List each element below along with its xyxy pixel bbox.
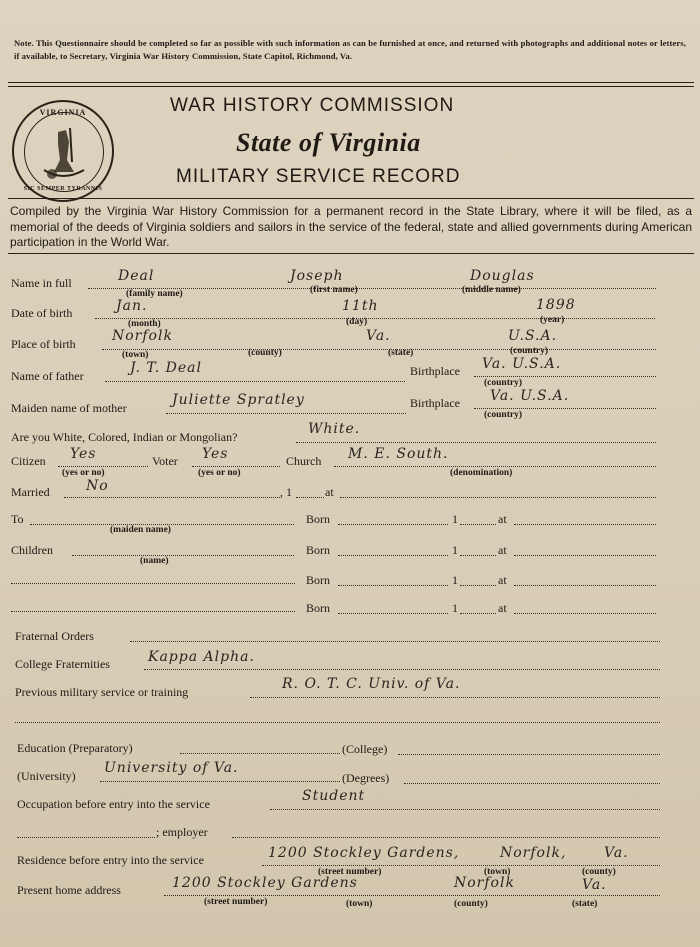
- maiden-name-caption: (maiden name): [110, 525, 171, 535]
- mother-birthplace-line: [474, 408, 656, 409]
- father-country-caption: (country): [484, 378, 522, 388]
- married-year-line: [296, 497, 324, 498]
- voter-label: Voter: [152, 454, 178, 468]
- child1-place-line: [514, 555, 656, 556]
- birth-day-value[interactable]: 11th: [342, 298, 379, 314]
- pob-line: [102, 349, 656, 350]
- virginia-seal-icon: [12, 100, 114, 202]
- spouse-born-line: [338, 524, 448, 525]
- fraternal-label: Fraternal Orders: [15, 629, 94, 643]
- child2-born-label: Born: [306, 573, 330, 587]
- residence-street-value[interactable]: 1200 Stockley Gardens,: [268, 845, 460, 861]
- spouse-at-label: at: [498, 512, 507, 526]
- year-caption: (year): [540, 315, 565, 325]
- education-prep-label: Education (Preparatory): [17, 741, 133, 755]
- employer-line: [232, 837, 660, 838]
- spouse-year-line: [460, 524, 496, 525]
- previous-military-line-2: [15, 722, 660, 723]
- married-value[interactable]: No: [86, 478, 109, 494]
- seal-top-text: VIRGINIA: [39, 108, 87, 117]
- home-town-value[interactable]: Norfolk: [454, 875, 515, 891]
- home-state-value[interactable]: Va.: [582, 877, 607, 893]
- married-place-line: [340, 497, 656, 498]
- mother-name-value[interactable]: Juliette Spratley: [172, 392, 305, 408]
- child2-line: [11, 583, 295, 584]
- residence-town-value[interactable]: Norfolk,: [500, 845, 567, 861]
- fraternal-line: [130, 641, 660, 642]
- residence-label: Residence before entry into the service: [17, 853, 204, 867]
- denomination-caption: (denomination): [450, 468, 513, 478]
- children-line: [72, 555, 294, 556]
- occupation-value[interactable]: Student: [302, 788, 366, 804]
- home-street-caption: (street number): [204, 897, 268, 907]
- occupation-line: [270, 809, 660, 810]
- degrees-line: [404, 783, 660, 784]
- race-line: [296, 442, 656, 443]
- children-label: Children: [11, 543, 53, 557]
- child2-at-label: at: [498, 573, 507, 587]
- spouse-born-label: Born: [306, 512, 330, 526]
- occupation-label: Occupation before entry into the service: [17, 797, 210, 811]
- birth-state-value[interactable]: Va.: [366, 328, 391, 344]
- child3-born-label: Born: [306, 601, 330, 615]
- church-value[interactable]: M. E. South.: [348, 446, 449, 462]
- intro-paragraph: Compiled by the Virginia War History Commission for a permanent record in the State Library, where it will be filed, as a memorial of the deeds of Virginia soldiers and sailors in the service of the federal, state and allied governments during American participation in the World War.: [10, 204, 692, 249]
- university-label: (University): [17, 769, 76, 783]
- citizen-label: Citizen: [11, 454, 46, 468]
- middle-name-value[interactable]: Douglas: [470, 268, 535, 284]
- voter-value[interactable]: Yes: [202, 446, 229, 462]
- voter-line: [192, 466, 280, 467]
- university-line: [100, 781, 340, 782]
- header-record: MILITARY SERVICE RECORD: [176, 166, 461, 187]
- instructions-note: Note. This Questionnaire should be completed so far as possible with such information as can be furnished at once, and returned with photographs and additional notes or letters, if available, to Secretary, Virginia War History Commission, State Capitol, Richmond, Va.: [14, 38, 686, 61]
- university-value[interactable]: University of Va.: [104, 760, 239, 776]
- married-line: [64, 497, 280, 498]
- father-birthplace-line: [474, 376, 656, 377]
- present-home-line: [164, 895, 660, 896]
- dob-label: Date of birth: [11, 306, 73, 320]
- residence-county-caption: (county): [582, 867, 616, 877]
- married-label: Married: [11, 485, 50, 499]
- father-label: Name of father: [11, 369, 84, 383]
- child2-year-line: [460, 585, 496, 586]
- college-fraternities-label: College Fraternities: [15, 657, 110, 671]
- day-caption: (day): [346, 317, 368, 327]
- birth-country-value[interactable]: U.S.A.: [508, 328, 558, 344]
- country-caption: (country): [510, 346, 548, 356]
- home-town-caption: (town): [346, 899, 373, 909]
- month-caption: (month): [128, 319, 161, 329]
- pob-label: Place of birth: [11, 337, 76, 351]
- father-name-value[interactable]: J. T. Deal: [130, 360, 202, 376]
- college-label: (College): [342, 742, 388, 756]
- college-line: [398, 754, 660, 755]
- first-name-value[interactable]: Joseph: [290, 268, 344, 284]
- mother-country-caption: (country): [484, 410, 522, 420]
- header-state: State of Virginia: [236, 128, 421, 157]
- spouse-born-year: 1: [452, 512, 458, 526]
- child-name-caption: (name): [140, 556, 169, 566]
- occupation-line-2: [17, 837, 155, 838]
- child3-place-line: [514, 613, 656, 614]
- child1-at-label: at: [498, 543, 507, 557]
- mother-label: Maiden name of mother: [11, 401, 127, 415]
- college-fraternities-value[interactable]: Kappa Alpha.: [148, 649, 255, 665]
- citizen-caption: (yes or no): [62, 468, 105, 478]
- employer-label: ; employer: [156, 825, 208, 839]
- degrees-label: (Degrees): [342, 771, 390, 785]
- college-fraternities-line: [144, 669, 660, 670]
- seal-motto: SIC SEMPER TYRANNIS: [23, 186, 103, 192]
- residence-town-caption: (town): [484, 867, 511, 877]
- child1-born-line: [338, 555, 448, 556]
- home-county-caption: (county): [454, 899, 488, 909]
- race-value[interactable]: White.: [308, 421, 361, 437]
- child1-born-label: Born: [306, 543, 330, 557]
- name-label: Name in full: [11, 276, 72, 290]
- top-rule: [8, 82, 694, 83]
- birth-month-value[interactable]: Jan.: [116, 298, 148, 314]
- mother-birthplace-value[interactable]: Va. U.S.A.: [490, 388, 570, 404]
- header-commission: WAR HISTORY COMMISSION: [170, 95, 455, 116]
- residence-street-caption: (street number): [318, 867, 382, 877]
- child1-born-year: 1: [452, 543, 458, 557]
- birth-town-value[interactable]: Norfolk: [112, 328, 173, 344]
- residence-line: [262, 865, 660, 866]
- top-rule-double: [8, 86, 694, 87]
- father-birthplace-value[interactable]: Va. U.S.A.: [482, 356, 562, 372]
- county-caption: (county): [248, 348, 282, 358]
- father-birthplace-label: Birthplace: [410, 364, 460, 378]
- child3-line: [11, 611, 295, 612]
- child2-born-year: 1: [452, 573, 458, 587]
- citizen-line: [58, 466, 148, 467]
- family-name-value[interactable]: Deal: [118, 268, 155, 284]
- church-line: [334, 466, 656, 467]
- race-label: Are you White, Colored, Indian or Mongolian?: [11, 430, 238, 444]
- mother-birthplace-label: Birthplace: [410, 396, 460, 410]
- child2-place-line: [514, 585, 656, 586]
- first-name-caption: (first name): [310, 285, 358, 295]
- home-street-value[interactable]: 1200 Stockley Gardens: [172, 875, 358, 891]
- education-prep-line: [180, 753, 340, 754]
- voter-caption: (yes or no): [198, 468, 241, 478]
- previous-military-line: [250, 697, 660, 698]
- residence-state-value[interactable]: Va.: [604, 845, 629, 861]
- married-at-label: at: [325, 485, 334, 499]
- married-year-label: , 1: [280, 485, 292, 499]
- family-name-caption: (family name): [126, 289, 183, 299]
- father-line: [105, 381, 405, 382]
- dob-line: [95, 318, 655, 319]
- child2-born-line: [338, 585, 448, 586]
- child1-year-line: [460, 555, 496, 556]
- spouse-place-line: [514, 524, 656, 525]
- intro-rule: [8, 253, 694, 254]
- church-label: Church: [286, 454, 322, 468]
- child3-born-year: 1: [452, 601, 458, 615]
- citizen-value[interactable]: Yes: [70, 446, 97, 462]
- town-caption: (town): [122, 350, 149, 360]
- home-state-caption: (state): [572, 899, 598, 909]
- mother-line: [166, 413, 406, 414]
- present-home-label: Present home address: [17, 883, 121, 897]
- header-rule: [8, 198, 694, 199]
- previous-military-label: Previous military service or training: [15, 685, 189, 699]
- birth-year-value[interactable]: 1898: [536, 297, 576, 313]
- middle-name-caption: (middle name): [462, 285, 521, 295]
- child3-year-line: [460, 613, 496, 614]
- spouse-label: To: [11, 512, 24, 526]
- child3-at-label: at: [498, 601, 507, 615]
- previous-military-value[interactable]: R. O. T. C. Univ. of Va.: [282, 676, 461, 692]
- child3-born-line: [338, 613, 448, 614]
- state-caption: (state): [388, 348, 414, 358]
